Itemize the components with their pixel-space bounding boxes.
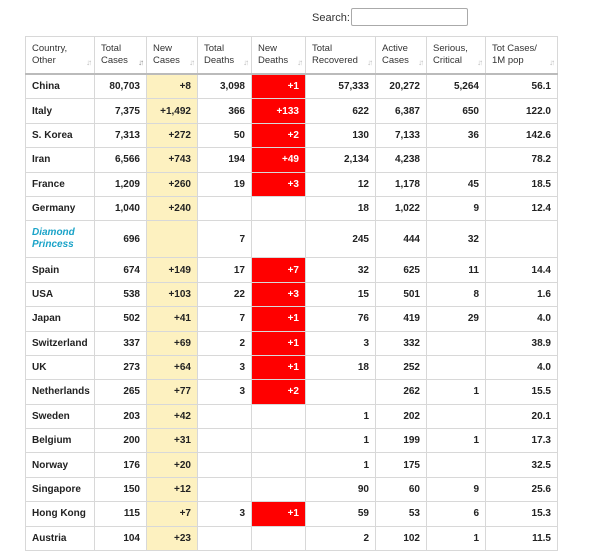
new-cases-cell: +260 xyxy=(147,172,198,196)
header-label-line2: Critical xyxy=(433,55,463,66)
total-recovered-cell: 59 xyxy=(306,502,376,526)
total-deaths-cell: 19 xyxy=(198,172,252,196)
sort-arrows-icon[interactable]: ↓↑ xyxy=(86,58,90,67)
new-cases-cell: +31 xyxy=(147,429,198,453)
header-col-country[interactable] xyxy=(26,37,95,75)
new-deaths-cell: +49 xyxy=(252,148,306,172)
country-cell: UK xyxy=(26,355,95,379)
total-recovered-cell: 32 xyxy=(306,258,376,282)
table-row xyxy=(26,282,558,306)
country-cell: Singapore xyxy=(26,477,95,501)
active-cases-cell: 262 xyxy=(376,380,427,404)
tot-cases-per-1m-cell: 56.1 xyxy=(486,74,558,99)
tot-cases-per-1m-cell: 25.6 xyxy=(486,477,558,501)
country-cell: Germany xyxy=(26,196,95,220)
total-recovered-cell: 76 xyxy=(306,307,376,331)
serious-critical-cell: 29 xyxy=(427,307,486,331)
country-cell: France xyxy=(26,172,95,196)
tot-cases-per-1m-cell: 18.5 xyxy=(486,172,558,196)
total-deaths-cell: 3 xyxy=(198,380,252,404)
total-deaths-cell: 366 xyxy=(198,99,252,123)
total-deaths-cell: 3,098 xyxy=(198,74,252,99)
table-row xyxy=(26,99,558,123)
header-label-line2: Other xyxy=(32,55,56,66)
active-cases-cell: 1,022 xyxy=(376,196,427,220)
total-cases-cell: 337 xyxy=(95,331,147,355)
active-cases-cell: 1,178 xyxy=(376,172,427,196)
new-deaths-cell: +2 xyxy=(252,123,306,147)
active-cases-cell: 7,133 xyxy=(376,123,427,147)
sort-arrows-icon[interactable]: ↓↑ xyxy=(367,58,371,67)
header-col-total-recovered[interactable] xyxy=(306,37,376,75)
tot-cases-per-1m-cell: 142.6 xyxy=(486,123,558,147)
tot-cases-per-1m-cell: 14.4 xyxy=(486,258,558,282)
total-deaths-cell: 7 xyxy=(198,307,252,331)
total-deaths-cell xyxy=(198,453,252,477)
serious-critical-cell: 9 xyxy=(427,196,486,220)
tot-cases-per-1m-cell: 32.5 xyxy=(486,453,558,477)
total-deaths-cell: 50 xyxy=(198,123,252,147)
active-cases-cell: 4,238 xyxy=(376,148,427,172)
serious-critical-cell: 11 xyxy=(427,258,486,282)
active-cases-cell: 102 xyxy=(376,526,427,550)
new-deaths-cell xyxy=(252,404,306,428)
active-cases-cell: 419 xyxy=(376,307,427,331)
active-cases-cell: 175 xyxy=(376,453,427,477)
new-deaths-cell: +1 xyxy=(252,307,306,331)
new-cases-cell: +7 xyxy=(147,502,198,526)
total-cases-cell: 1,040 xyxy=(95,196,147,220)
total-recovered-cell: 2,134 xyxy=(306,148,376,172)
country-cell: Italy xyxy=(26,99,95,123)
new-deaths-cell xyxy=(252,196,306,220)
active-cases-cell: 625 xyxy=(376,258,427,282)
tot-cases-per-1m-cell: 1.6 xyxy=(486,282,558,306)
table-row xyxy=(26,404,558,428)
total-cases-cell: 273 xyxy=(95,355,147,379)
country-cell: Iran xyxy=(26,148,95,172)
table-row xyxy=(26,148,558,172)
total-recovered-cell: 18 xyxy=(306,196,376,220)
sort-arrows-icon[interactable]: ↓↑ xyxy=(477,58,481,67)
table-row xyxy=(26,453,558,477)
serious-critical-cell: 8 xyxy=(427,282,486,306)
tot-cases-per-1m-cell xyxy=(486,221,558,258)
active-cases-cell: 202 xyxy=(376,404,427,428)
serious-critical-cell: 650 xyxy=(427,99,486,123)
new-deaths-cell xyxy=(252,221,306,258)
tot-cases-per-1m-cell: 4.0 xyxy=(486,307,558,331)
table-row xyxy=(26,74,558,99)
new-cases-cell: +69 xyxy=(147,331,198,355)
header-label-line2: 1M pop xyxy=(492,55,524,66)
total-cases-cell: 502 xyxy=(95,307,147,331)
new-cases-cell: +1,492 xyxy=(147,99,198,123)
table-body xyxy=(26,74,558,551)
total-deaths-cell: 17 xyxy=(198,258,252,282)
header-row xyxy=(26,37,558,75)
serious-critical-cell: 36 xyxy=(427,123,486,147)
search-bar xyxy=(0,8,600,30)
active-cases-cell: 60 xyxy=(376,477,427,501)
active-cases-cell: 53 xyxy=(376,502,427,526)
header-label-line2: Deaths xyxy=(204,55,235,66)
new-deaths-cell: +1 xyxy=(252,502,306,526)
new-cases-cell: +272 xyxy=(147,123,198,147)
total-deaths-cell: 22 xyxy=(198,282,252,306)
header-label-line1: New xyxy=(258,43,278,54)
country-cell: Switzerland xyxy=(26,331,95,355)
header-label-line2: Cases xyxy=(153,55,180,66)
serious-critical-cell: 32 xyxy=(427,221,486,258)
coronavirus-table xyxy=(25,36,558,551)
table-row xyxy=(26,221,558,258)
new-cases-cell: +77 xyxy=(147,380,198,404)
total-cases-cell: 538 xyxy=(95,282,147,306)
new-deaths-cell: +1 xyxy=(252,74,306,99)
total-deaths-cell: 3 xyxy=(198,502,252,526)
serious-critical-cell: 1 xyxy=(427,429,486,453)
sort-arrows-icon[interactable]: ↓↑ xyxy=(549,58,553,67)
header-label-line1: Total xyxy=(204,43,225,54)
total-cases-cell: 176 xyxy=(95,453,147,477)
header-label-line2: Cases xyxy=(101,55,128,66)
new-cases-cell: +42 xyxy=(147,404,198,428)
header-label-line1: Serious, xyxy=(433,43,468,54)
new-deaths-cell xyxy=(252,477,306,501)
country-cell: S. Korea xyxy=(26,123,95,147)
sort-arrows-icon[interactable]: ↓↑ xyxy=(138,58,142,67)
new-deaths-cell: +2 xyxy=(252,380,306,404)
serious-critical-cell: 9 xyxy=(427,477,486,501)
tot-cases-per-1m-cell: 15.3 xyxy=(486,502,558,526)
table-row xyxy=(26,429,558,453)
header-col-total-cases[interactable] xyxy=(95,37,147,75)
table-row xyxy=(26,477,558,501)
new-cases-cell: +64 xyxy=(147,355,198,379)
search-input[interactable] xyxy=(351,8,468,26)
table-row xyxy=(26,355,558,379)
sort-arrows-icon[interactable]: ↓↑ xyxy=(297,58,301,67)
new-cases-cell: +103 xyxy=(147,282,198,306)
table-row xyxy=(26,172,558,196)
table-row xyxy=(26,526,558,550)
country-cell: Austria xyxy=(26,526,95,550)
tot-cases-per-1m-cell: 122.0 xyxy=(486,99,558,123)
total-recovered-cell: 12 xyxy=(306,172,376,196)
total-recovered-cell: 245 xyxy=(306,221,376,258)
total-recovered-cell: 15 xyxy=(306,282,376,306)
serious-critical-cell xyxy=(427,404,486,428)
table-row xyxy=(26,196,558,220)
total-recovered-cell: 3 xyxy=(306,331,376,355)
total-recovered-cell: 1 xyxy=(306,429,376,453)
header-label-line2: Cases xyxy=(382,55,409,66)
sort-arrows-icon[interactable]: ↓↑ xyxy=(418,58,422,67)
total-cases-cell: 7,313 xyxy=(95,123,147,147)
active-cases-cell: 332 xyxy=(376,331,427,355)
serious-critical-cell: 1 xyxy=(427,380,486,404)
new-deaths-cell: +1 xyxy=(252,355,306,379)
new-deaths-cell xyxy=(252,429,306,453)
table-row xyxy=(26,258,558,282)
total-cases-cell: 115 xyxy=(95,502,147,526)
new-cases-cell xyxy=(147,221,198,258)
country-cell: Netherlands xyxy=(26,380,95,404)
active-cases-cell: 252 xyxy=(376,355,427,379)
table-row xyxy=(26,380,558,404)
new-cases-cell: +8 xyxy=(147,74,198,99)
serious-critical-cell xyxy=(427,331,486,355)
country-cell: Hong Kong xyxy=(26,502,95,526)
header-label-line1: Country, xyxy=(32,43,68,54)
new-cases-cell: +149 xyxy=(147,258,198,282)
header-col-new-cases[interactable] xyxy=(147,37,198,75)
tot-cases-per-1m-cell: 4.0 xyxy=(486,355,558,379)
active-cases-cell: 199 xyxy=(376,429,427,453)
total-deaths-cell: 194 xyxy=(198,148,252,172)
tot-cases-per-1m-cell: 12.4 xyxy=(486,196,558,220)
country-cell xyxy=(26,221,95,258)
total-cases-cell: 1,209 xyxy=(95,172,147,196)
total-cases-cell: 104 xyxy=(95,526,147,550)
header-col-serious-critical[interactable] xyxy=(427,37,486,75)
total-cases-cell: 150 xyxy=(95,477,147,501)
total-cases-cell: 265 xyxy=(95,380,147,404)
total-deaths-cell xyxy=(198,196,252,220)
header-col-tot-cases-per-1m[interactable] xyxy=(486,37,558,75)
table-row xyxy=(26,123,558,147)
country-cell: USA xyxy=(26,282,95,306)
total-deaths-cell: 3 xyxy=(198,355,252,379)
serious-critical-cell xyxy=(427,355,486,379)
header-col-active-cases[interactable] xyxy=(376,37,427,75)
country-cell: China xyxy=(26,74,95,99)
total-cases-cell: 80,703 xyxy=(95,74,147,99)
header-label-line1: New xyxy=(153,43,173,54)
new-cases-cell: +41 xyxy=(147,307,198,331)
new-cases-cell: +12 xyxy=(147,477,198,501)
header-label-line2: Recovered xyxy=(312,55,358,66)
new-deaths-cell: +133 xyxy=(252,99,306,123)
total-recovered-cell: 2 xyxy=(306,526,376,550)
header-label-line1: Total xyxy=(312,43,333,54)
serious-critical-cell xyxy=(427,148,486,172)
table-row xyxy=(26,502,558,526)
sort-arrows-icon[interactable]: ↓↑ xyxy=(243,58,247,67)
total-deaths-cell: 2 xyxy=(198,331,252,355)
total-recovered-cell: 90 xyxy=(306,477,376,501)
serious-critical-cell: 6 xyxy=(427,502,486,526)
sort-arrows-icon[interactable]: ↓↑ xyxy=(189,58,193,67)
new-cases-cell: +743 xyxy=(147,148,198,172)
total-cases-cell: 7,375 xyxy=(95,99,147,123)
new-cases-cell: +23 xyxy=(147,526,198,550)
header-label-line1: Total xyxy=(101,43,122,54)
total-cases-cell: 674 xyxy=(95,258,147,282)
new-deaths-cell: +3 xyxy=(252,282,306,306)
total-deaths-cell: 7 xyxy=(198,221,252,258)
country-link[interactable]: Diamond Princess xyxy=(32,227,75,251)
serious-critical-cell: 5,264 xyxy=(427,74,486,99)
tot-cases-per-1m-cell: 15.5 xyxy=(486,380,558,404)
country-cell: Norway xyxy=(26,453,95,477)
total-recovered-cell: 18 xyxy=(306,355,376,379)
total-deaths-cell xyxy=(198,526,252,550)
tot-cases-per-1m-cell: 20.1 xyxy=(486,404,558,428)
total-recovered-cell: 1 xyxy=(306,404,376,428)
total-recovered-cell: 622 xyxy=(306,99,376,123)
header-label-line2: Deaths xyxy=(258,55,289,66)
new-deaths-cell xyxy=(252,526,306,550)
search-label: Search: xyxy=(312,12,350,24)
total-recovered-cell: 57,333 xyxy=(306,74,376,99)
total-recovered-cell xyxy=(306,380,376,404)
total-recovered-cell: 1 xyxy=(306,453,376,477)
tot-cases-per-1m-cell: 17.3 xyxy=(486,429,558,453)
total-cases-cell: 203 xyxy=(95,404,147,428)
total-deaths-cell xyxy=(198,404,252,428)
serious-critical-cell: 45 xyxy=(427,172,486,196)
new-cases-cell: +240 xyxy=(147,196,198,220)
active-cases-cell: 20,272 xyxy=(376,74,427,99)
header-label-line1: Tot Cases/ xyxy=(492,43,537,54)
new-deaths-cell: +1 xyxy=(252,331,306,355)
header-label-line1: Active xyxy=(382,43,408,54)
country-cell: Japan xyxy=(26,307,95,331)
tot-cases-per-1m-cell: 38.9 xyxy=(486,331,558,355)
header-col-new-deaths[interactable] xyxy=(252,37,306,75)
new-deaths-cell: +7 xyxy=(252,258,306,282)
total-cases-cell: 200 xyxy=(95,429,147,453)
total-deaths-cell xyxy=(198,477,252,501)
table-row xyxy=(26,307,558,331)
tot-cases-per-1m-cell: 11.5 xyxy=(486,526,558,550)
serious-critical-cell: 1 xyxy=(427,526,486,550)
total-deaths-cell xyxy=(198,429,252,453)
new-deaths-cell: +3 xyxy=(252,172,306,196)
total-recovered-cell: 130 xyxy=(306,123,376,147)
country-cell: Belgium xyxy=(26,429,95,453)
new-deaths-cell xyxy=(252,453,306,477)
table-row xyxy=(26,331,558,355)
active-cases-cell: 501 xyxy=(376,282,427,306)
header-col-total-deaths[interactable] xyxy=(198,37,252,75)
country-cell: Spain xyxy=(26,258,95,282)
new-cases-cell: +20 xyxy=(147,453,198,477)
tot-cases-per-1m-cell: 78.2 xyxy=(486,148,558,172)
active-cases-cell: 6,387 xyxy=(376,99,427,123)
country-cell: Sweden xyxy=(26,404,95,428)
serious-critical-cell xyxy=(427,453,486,477)
total-cases-cell: 696 xyxy=(95,221,147,258)
total-cases-cell: 6,566 xyxy=(95,148,147,172)
active-cases-cell: 444 xyxy=(376,221,427,258)
